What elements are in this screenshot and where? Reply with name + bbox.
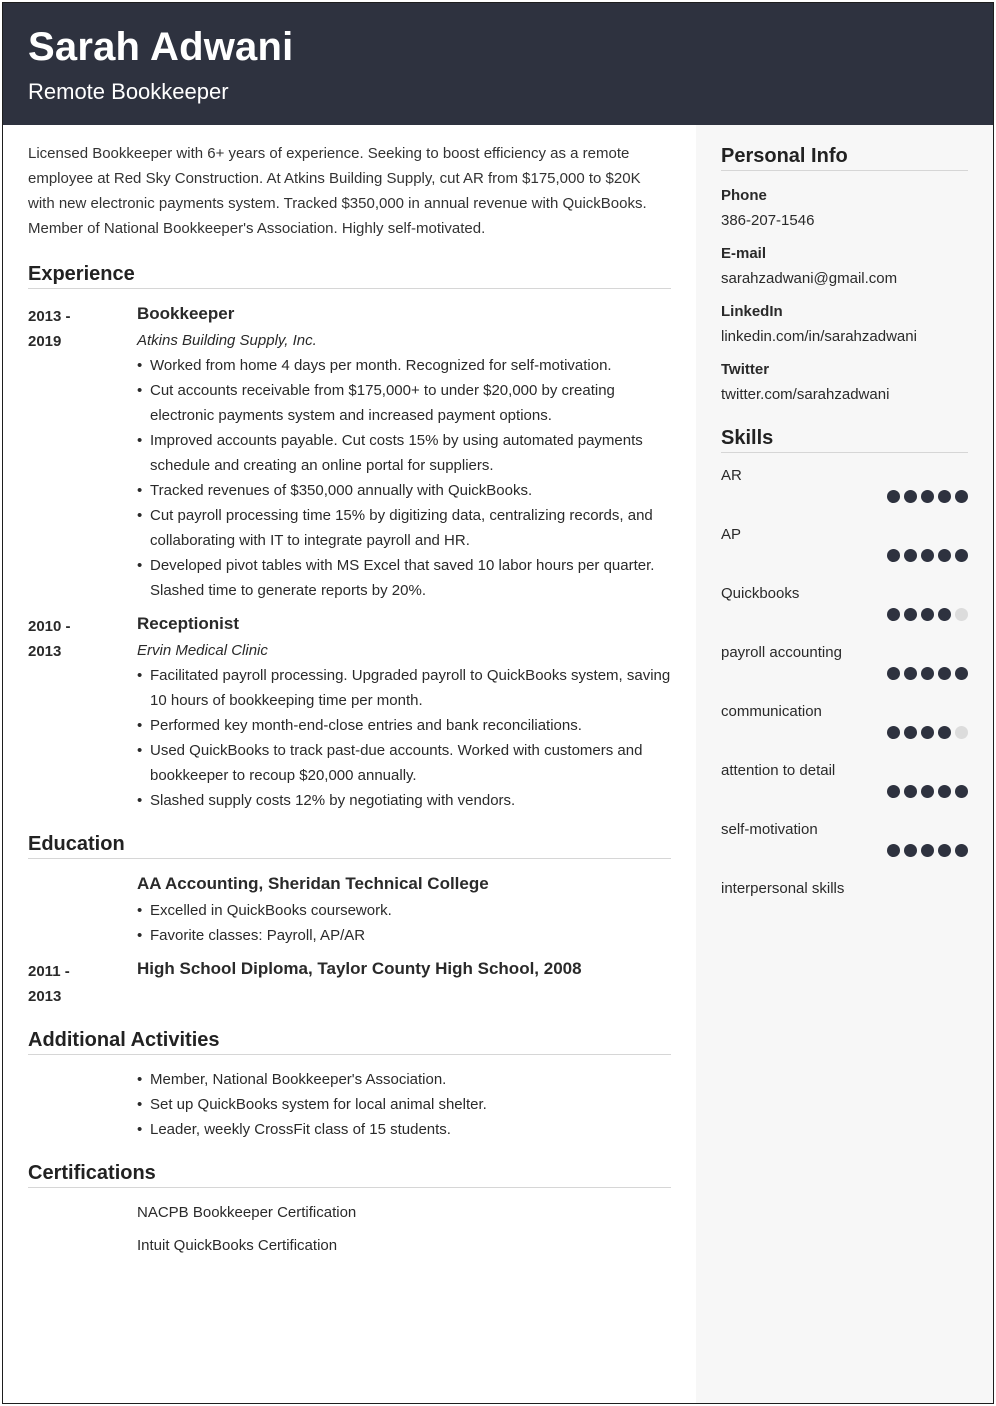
job-title: Receptionist [137,614,240,633]
activities-bullets [137,1067,671,1142]
certifications-section [28,1162,671,1266]
bullet-item: • Worked from home 4 days per month. Recognized for self-motivation. [137,353,671,378]
skill-name: interpersonal skills [721,880,845,897]
resume-header [3,3,993,125]
rating-dot-filled [938,844,951,857]
date-end: 2013 [28,988,62,1005]
skill-name: attention to detail [721,762,836,779]
experience-heading: Experience [28,263,671,289]
rating-dot-filled [938,608,951,621]
education-entry [28,871,671,948]
email-label: E-mail [721,245,767,262]
bullet-item: • Member, National Bookkeeper's Association. [137,1067,671,1092]
rating-dot-filled [938,785,951,798]
rating-dot-filled [904,667,917,680]
employer: Atkins Building Supply, Inc. [137,332,317,349]
date-start: 2013 - [28,308,71,325]
experience-section [28,263,671,813]
rating-dot-filled [887,726,900,739]
rating-dot-filled [904,844,917,857]
education-section [28,833,671,1009]
bullet-item: • Improved accounts payable. Cut costs 15% by using automated payments schedule and creating an online portal for suppliers. [137,428,671,478]
degree: AA Accounting, Sheridan Technical College [137,874,489,893]
bullet-item: • Leader, weekly CrossFit class of 15 students. [137,1117,671,1142]
skill-rating [721,844,968,861]
rating-dot-filled [887,667,900,680]
employer: Ervin Medical Clinic [137,642,268,659]
skill-name: Quickbooks [721,585,800,602]
rating-dot-filled [938,490,951,503]
experience-entry [28,301,671,603]
rating-dot-filled [938,726,951,739]
rating-dot-filled [938,667,951,680]
candidate-name: Sarah Adwani [28,25,294,69]
education-entry [28,956,671,1009]
bullet-item: • Cut payroll processing time 15% by digitizing data, centralizing records, and collaborating with IT to integrate payroll and HR. [137,503,671,553]
rating-dot-filled [887,490,900,503]
rating-dot-filled [921,490,934,503]
rating-dot-filled [904,490,917,503]
bullet-item: • Tracked revenues of $350,000 annually with QuickBooks. [137,478,671,503]
rating-dot-empty [955,608,968,621]
skill-name: payroll accounting [721,644,842,661]
rating-dot-filled [921,726,934,739]
skill-rating [721,726,968,743]
skills-list [721,465,968,899]
skill-rating [721,608,968,625]
sidebar [696,125,993,1403]
twitter-label: Twitter [721,361,770,378]
experience-dates [28,611,137,813]
bullet-item: • Slashed supply costs 12% by negotiating with vendors. [137,788,671,813]
rating-dot-filled [938,549,951,562]
linkedin-label: LinkedIn [721,303,783,320]
certification-item: Intuit QuickBooks Certification [137,1237,338,1254]
rating-dot-filled [887,608,900,621]
rating-dot-filled [904,608,917,621]
certifications-heading: Certifications [28,1162,671,1188]
skill-rating [721,667,968,684]
summary: Licensed Bookkeeper with 6+ years of experience. Seeking to boost efficiency as a remote employee at Red Sky Construction. At Atkins Building Supply, cut AR from $175,000 to $20K with new electronic payments system. Tracked $350,000 in annual revenue with QuickBooks. Member of National Bookkeeper's Association. Highly self-motivated. [28,145,647,237]
rating-dot-filled [921,844,934,857]
rating-dot-filled [904,726,917,739]
rating-dot-filled [921,667,934,680]
skill-name: self-motivation [721,821,818,838]
phone-value: 386-207-1546 [721,212,815,229]
skills-heading: Skills [721,427,968,453]
certification-item: NACPB Bookkeeper Certification [137,1204,357,1221]
rating-dot-filled [904,785,917,798]
education-heading: Education [28,833,671,859]
candidate-title: Remote Bookkeeper [28,79,229,104]
bullet-item: • Performed key month-end-close entries and bank reconciliations. [137,713,671,738]
rating-dot-filled [921,785,934,798]
rating-dot-filled [955,785,968,798]
bullet-item: • Facilitated payroll processing. Upgraded payroll to QuickBooks system, saving 10 hours of bookkeeping time per month. [137,663,671,713]
skill-rating [721,785,968,802]
bullet-item: • Used QuickBooks to track past-due accounts. Worked with customers and bookkeeper to recoup $20,000 annually. [137,738,671,788]
skill-name: communication [721,703,822,720]
skill-name: AP [721,526,742,543]
bullet-item: • Developed pivot tables with MS Excel that saved 10 labor hours per quarter. Slashed time to generate reports by 20%. [137,553,671,603]
education-dates [28,956,137,1009]
activities-heading: Additional Activities [28,1029,671,1055]
job-bullets [137,353,671,603]
rating-dot-filled [887,785,900,798]
date-end: 2019 [28,333,62,350]
email-value[interactable]: sarahzadwani@gmail.com [721,270,898,287]
experience-entry [28,611,671,813]
rating-dot-filled [955,844,968,857]
main-column [28,141,671,1286]
job-title: Bookkeeper [137,304,235,323]
linkedin-value[interactable]: linkedin.com/in/sarahzadwani [721,328,917,345]
skill-name: AR [721,467,742,484]
job-bullets [137,663,671,813]
rating-dot-filled [921,549,934,562]
bullet-item: • Set up QuickBooks system for local animal shelter. [137,1092,671,1117]
resume-page [2,2,994,1404]
bullet-item: • Favorite classes: Payroll, AP/AR [137,923,671,948]
twitter-value[interactable]: twitter.com/sarahzadwani [721,386,890,403]
skill-rating [721,549,968,566]
education-bullets [137,898,671,948]
rating-dot-filled [887,549,900,562]
rating-dot-filled [921,608,934,621]
rating-dot-filled [887,844,900,857]
rating-dot-empty [955,726,968,739]
personal-info-heading: Personal Info [721,145,968,171]
education-dates [28,871,137,948]
rating-dot-filled [955,549,968,562]
activities-section [28,1029,671,1142]
date-start: 2010 - [28,618,71,635]
skill-rating [721,490,968,507]
rating-dot-filled [904,549,917,562]
rating-dot-filled [955,490,968,503]
bullet-item: • Excelled in QuickBooks coursework. [137,898,671,923]
date-start: 2011 - [28,963,70,980]
rating-dot-filled [955,667,968,680]
date-end: 2013 [28,643,62,660]
experience-dates [28,301,137,603]
phone-label: Phone [721,187,767,204]
degree: High School Diploma, Taylor County High School, 2008 [137,959,582,978]
bullet-item: • Cut accounts receivable from $175,000+ to under $20,000 by creating electronic payments system and increased payment options. [137,378,671,428]
